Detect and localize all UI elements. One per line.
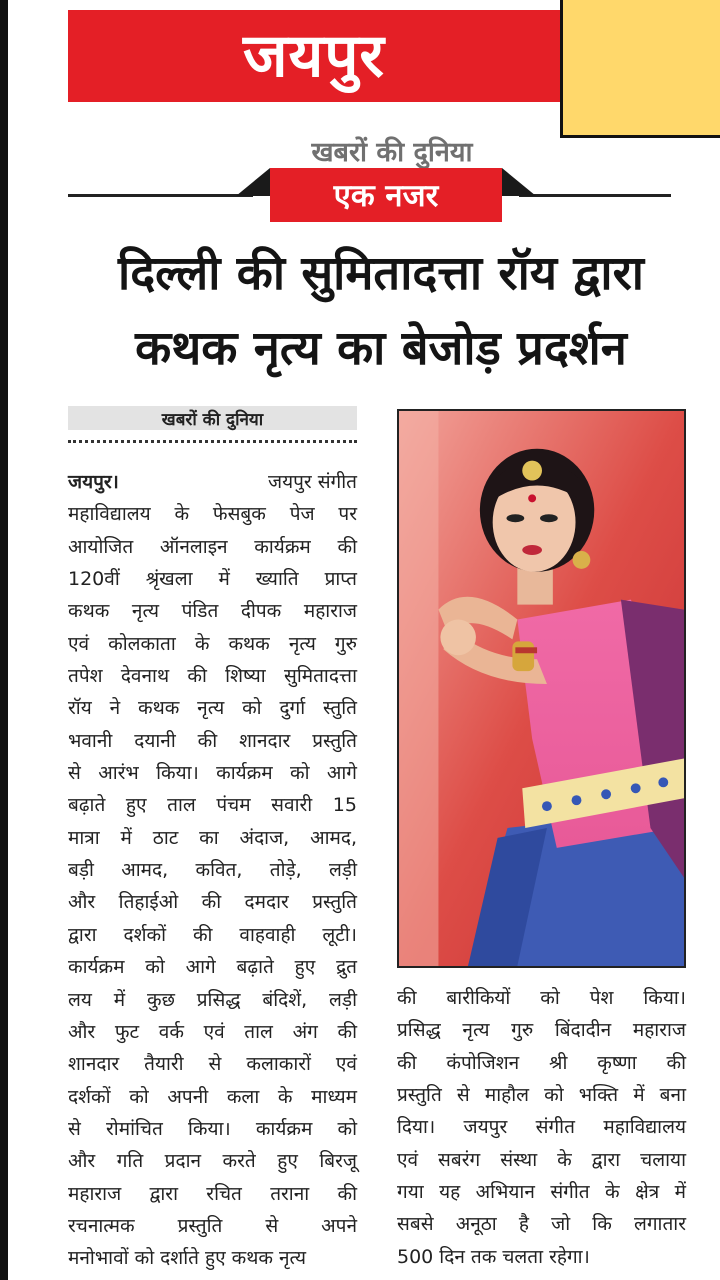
- banner-rule-right: [519, 194, 671, 197]
- article-column-left: [68, 466, 357, 1275]
- article-text-line: द्वारा दर्शकों की वाहवाही लूटी।: [68, 923, 357, 946]
- article-text-line: कथक नृत्य पंडित दीपक महाराज: [68, 600, 357, 623]
- article-headline: [64, 236, 698, 386]
- section-kicker: खबरों की दुनिया: [311, 137, 473, 168]
- corner-yellow-block: [560, 0, 720, 138]
- article-text-line: रॉय ने कथक नृत्य को दुर्गा स्तुति: [68, 697, 357, 720]
- dancer-photo: [397, 409, 686, 968]
- article-text-line: की बारीकियों को पेश किया।: [397, 987, 686, 1009]
- article-text-line: महाराज द्वारा रचित तराना की: [68, 1182, 357, 1205]
- headline-line: दिल्ली की सुमितादत्ता रॉय द्वारा: [118, 246, 644, 301]
- article-text-line: कार्यक्रम को आगे बढ़ाते हुए द्रुत: [68, 956, 357, 979]
- article-text-line: और गति प्रदान करते हुए बिरजू: [68, 1150, 357, 1173]
- article-text-line: मात्रा में ठाट का अंदाज, आमद,: [68, 826, 357, 849]
- section-banner: [270, 168, 502, 222]
- article-text-line: शानदार तैयारी से कलाकारों एवं: [68, 1053, 357, 1076]
- article-text-line: रचनात्मक प्रस्तुति से अपने: [68, 1214, 357, 1237]
- byline-box: [68, 406, 357, 430]
- article-text-line: से रोमांचित किया। कार्यक्रम को: [68, 1117, 357, 1140]
- byline-dotted-rule: [68, 440, 357, 443]
- article-text-line: गया यह अभियान संगीत के क्षेत्र में: [397, 1181, 686, 1204]
- city-title: जयपुर: [243, 21, 385, 91]
- article-text-line: लय में कुछ प्रसिद्ध बंदिशें, लड़ी: [68, 988, 357, 1011]
- article-text-line: एवं कोलकाता के कथक नृत्य गुरु: [68, 632, 357, 655]
- city-banner: [68, 10, 560, 102]
- banner-wedge-right: [502, 168, 536, 196]
- article-text-line: मनोभावों को दर्शाते हुए कथक नृत्य: [68, 1247, 307, 1270]
- article-text-line: महाविद्यालय के फेसबुक पेज पर: [68, 503, 357, 526]
- article-text-line: तपेश देवनाथ की शिष्या सुमितादत्ता: [68, 665, 357, 688]
- banner-rule-left: [68, 194, 253, 197]
- article-text-line: आयोजित ऑनलाइन कार्यक्रम की: [68, 535, 357, 558]
- article-text-line: और तिहाईओ की दमदार प्रस्तुति: [68, 891, 357, 914]
- article-text-line: प्रसिद्ध नृत्य गुरु बिंदादीन महाराज: [397, 1019, 686, 1042]
- article-text-fragment: जयपुर संगीत: [267, 471, 357, 493]
- article-text-line: की कंपोजिशन श्री कृष्णा की: [397, 1051, 686, 1074]
- dateline: जयपुर।: [68, 471, 119, 493]
- headline-line: कथक नृत्य का बेजोड़ प्रदर्शन: [135, 321, 627, 377]
- article-text-line: [68, 466, 357, 498]
- banner-wedge-left: [236, 168, 270, 196]
- article-text-line: एवं सबरंग संस्था के द्वारा चलाया: [397, 1148, 686, 1171]
- article-text-line: प्रस्तुति से माहौल को भक्ति में बना: [397, 1084, 686, 1107]
- article-text-line: दिया। जयपुर संगीत महाविद्यालय: [397, 1116, 686, 1139]
- byline: खबरों की दुनिया: [161, 409, 264, 430]
- article-text-line: 500 दिन तक चलता रहेगा।: [397, 1245, 590, 1268]
- article-text-line: बढ़ाते हुए ताल पंचम सवारी 15: [68, 794, 357, 817]
- section-banner-title: एक नजर: [333, 178, 439, 214]
- article-text-line: से आरंभ किया। कार्यक्रम को आगे: [68, 762, 357, 785]
- dancer-illustration: [399, 411, 684, 966]
- article-text-line: सबसे अनूठा है जो कि लगातार: [397, 1213, 686, 1236]
- article-text-line: और फुट वर्क एवं ताल अंग की: [68, 1020, 357, 1043]
- article-column-right: [397, 982, 686, 1273]
- page-edge-shadow: [0, 0, 8, 1280]
- article-text-line: बड़ी आमद, कवित, तोड़े, लड़ी: [68, 859, 357, 882]
- article-text-line: 120वीं श्रृंखला में ख्याति प्राप्त: [68, 568, 357, 591]
- article-text-line: दर्शकों को अपनी कला के माध्यम: [68, 1085, 357, 1108]
- article-text-line: भवानी दयानी की शानदार प्रस्तुति: [68, 729, 357, 752]
